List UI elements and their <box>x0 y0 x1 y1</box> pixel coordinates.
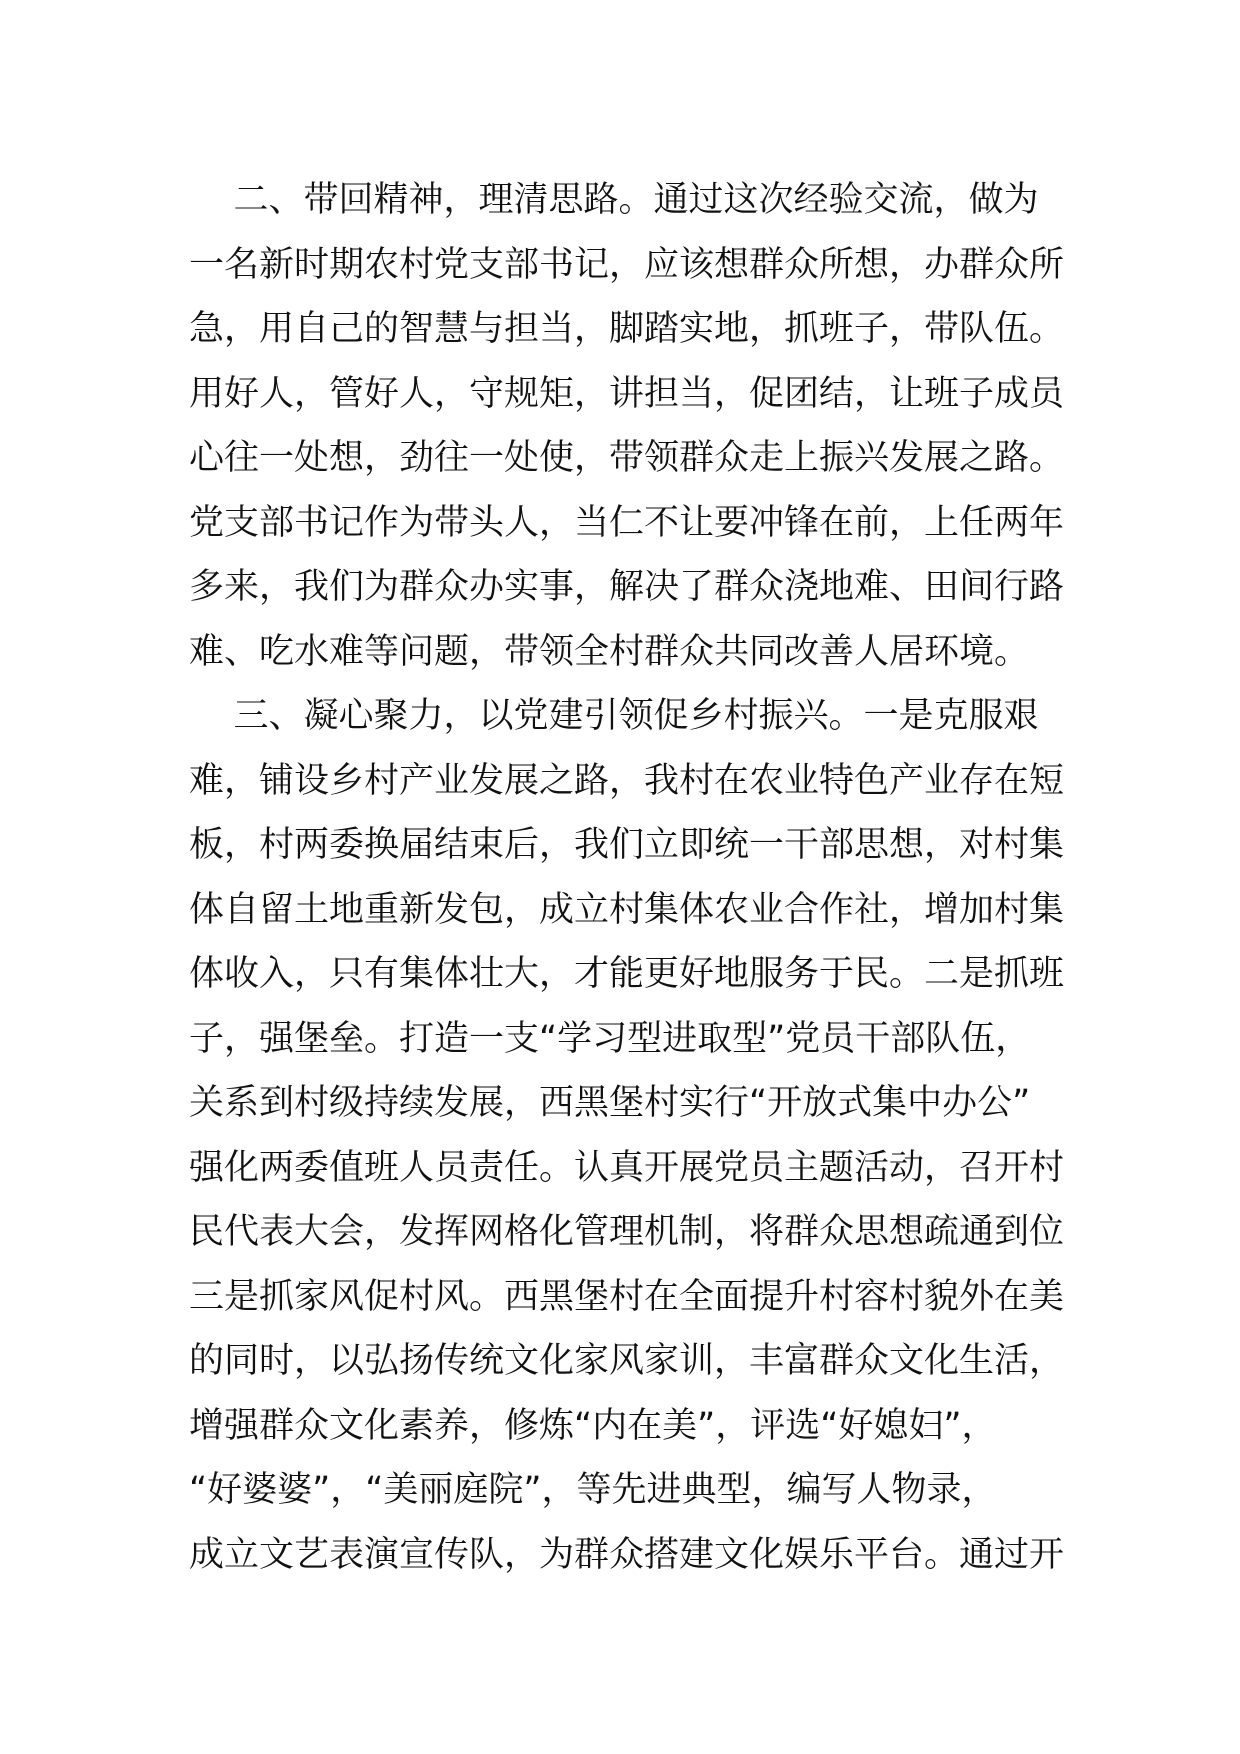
text-line: 二、带回精神，理清思路。通过这次经验交流，做为 <box>189 180 1039 220</box>
text-line: 子，强堡垒。打造一支“学习型进取型”党员干部队伍， <box>189 1018 1031 1059</box>
text-line: 三是抓家风促村风。西黑堡村在全面提升村容村貌外在美 <box>189 1276 1065 1317</box>
text-line: “好婆婆”，“美丽庭院”，等先进典型，编写人物录， <box>189 1470 997 1510</box>
text-line: 多来，我们为群众办实事，解决了群众浇地难、田间行路 <box>189 567 1065 607</box>
text-line: 难、吃水难等问题，带领全村群众共同改善人居环境。 <box>189 631 1030 672</box>
text-line: 心往一处想，劲往一处使，带领群众走上振兴发展之路。 <box>189 438 1065 478</box>
text-line: 难，铺设乡村产业发展之路，我村在农业特色产业存在短 <box>189 760 1065 801</box>
text-line: 关系到村级持续发展，西黑堡村实行“开放式集中办公” <box>189 1083 1031 1123</box>
text-line: 三、凝心聚力，以党建引领促乡村振兴。一是克服艰 <box>189 696 1039 736</box>
text-line: 强化两委值班人员责任。认真开展党员主题活动，召开村 <box>189 1147 1065 1188</box>
text-line: 增强群众文化素养，修炼“内在美”，评选“好媳妇”， <box>189 1405 997 1446</box>
text-line: 用好人，管好人，守规矩，讲担当，促团结，让班子成员 <box>189 373 1065 414</box>
text-line: 急，用自己的智慧与担当，脚踏实地，抓班子，带队伍。 <box>189 309 1065 349</box>
text-line: 板，村两委换届结束后，我们立即统一干部思想，对村集 <box>189 825 1065 865</box>
text-line: 一名新时期农村党支部书记，应该想群众所想，办群众所 <box>189 244 1065 285</box>
text-line: 体收入，只有集体壮大，才能更好地服务于民。二是抓班 <box>189 954 1065 994</box>
text-line: 成立文艺表演宣传队，为群众搭建文化娱乐平台。通过开 <box>189 1534 1065 1575</box>
text-line: 党支部书记作为带头人，当仁不让要冲锋在前，上任两年 <box>189 502 1065 543</box>
text-line: 民代表大会，发挥网格化管理机制，将群众思想疏通到位 <box>189 1212 1065 1252</box>
body-text <box>189 168 1069 1587</box>
text-line: 体自留土地重新发包，成立村集体农业合作社，增加村集 <box>189 889 1065 930</box>
text-line: 的同时，以弘扬传统文化家风家训，丰富群众文化生活， <box>189 1341 1065 1381</box>
